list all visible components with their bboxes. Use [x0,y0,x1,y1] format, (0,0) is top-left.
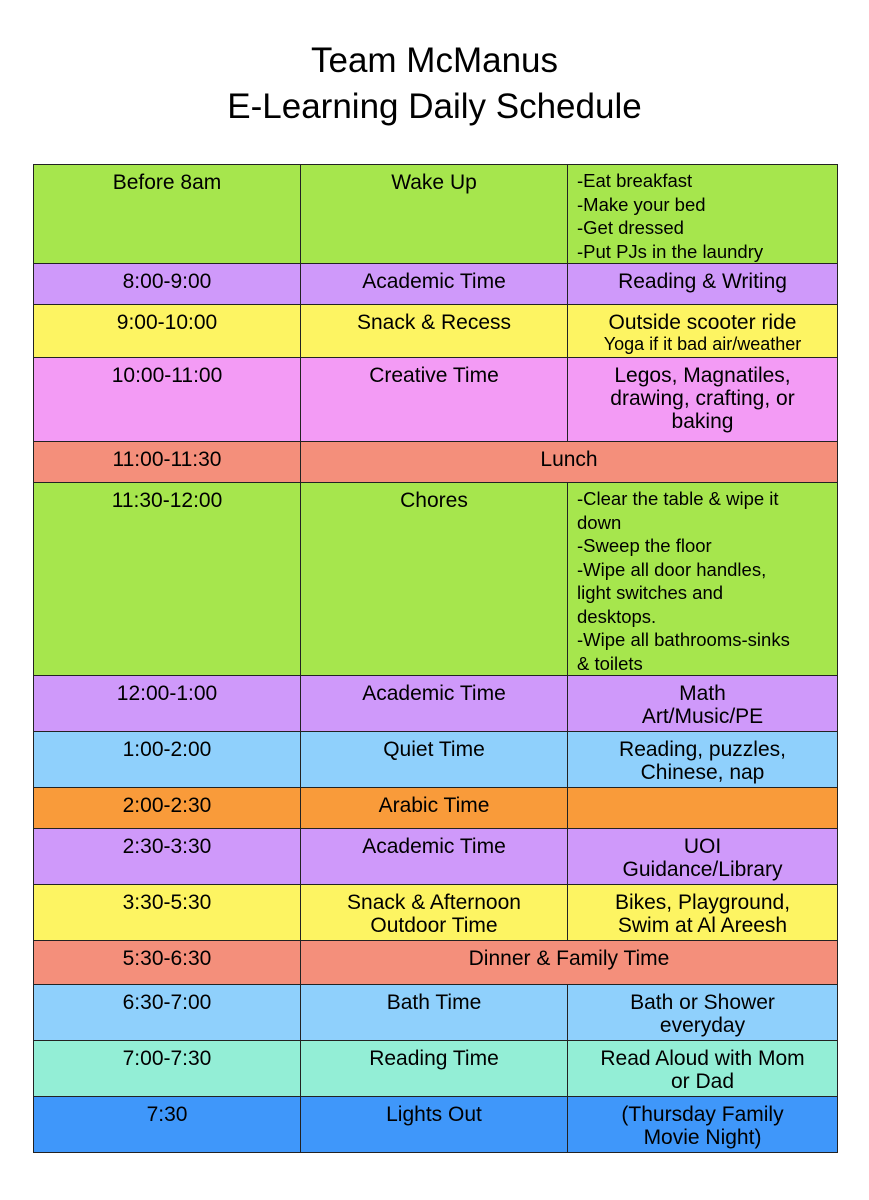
details-line: down [577,511,622,533]
details-cell [568,985,838,1041]
page-title [0,38,869,130]
schedule-row [34,483,838,676]
details-line: -Sweep the floor [577,535,712,556]
details-line: desktops. [577,605,657,627]
title-line-2: E-Learning Daily Schedule [227,87,642,126]
time-cell: 12:00-1:00 [34,676,301,732]
details-cell [568,676,838,732]
activity-cell: Snack & Recess [301,305,568,358]
details-line: Movie Night) [643,1126,762,1149]
details-cell [568,788,838,829]
schedule-row [34,358,838,442]
time-cell: 2:00-2:30 [34,788,301,829]
schedule-row [34,305,838,358]
details-cell [568,305,838,358]
time-cell: 7:00-7:30 [34,1041,301,1097]
time-cell: Before 8am [34,165,301,264]
time-cell: 11:00-11:30 [34,442,301,483]
activity-cell: Snack & Afternoon Outdoor Time [301,885,568,941]
details-line: Swim at Al Areesh [617,914,788,937]
details-line: & toilets [577,652,643,674]
activity-cell: Bath Time [301,985,568,1041]
activity-cell: Chores [301,483,568,676]
schedule-row [34,1041,838,1097]
time-cell: 5:30-6:30 [34,941,301,985]
schedule-row [34,788,838,829]
details-cell [568,483,838,676]
activity-cell: Academic Time [301,676,568,732]
details-line: Bath or Shower [630,991,775,1014]
details-line: or Dad [670,1070,735,1093]
details-cell [568,885,838,941]
span-activity-cell: Lunch [301,442,838,483]
details-cell [568,829,838,885]
details-line: -Wipe all door handles, [577,558,767,580]
schedule-row [34,165,838,264]
schedule-row [34,676,838,732]
schedule-table [33,164,838,1153]
details-line: Guidance/Library [622,858,783,881]
schedule-row [34,264,838,305]
activity-cell: Lights Out [301,1097,568,1153]
activity-cell: Reading Time [301,1041,568,1097]
details-cell [568,264,838,305]
details-line: -Put PJs in the laundry [577,240,764,262]
schedule-row [34,941,838,985]
time-cell: 10:00-11:00 [34,358,301,442]
schedule-row [34,985,838,1041]
time-cell: 6:30-7:00 [34,985,301,1041]
time-cell: 7:30 [34,1097,301,1153]
details-cell [568,1041,838,1097]
details-line: -Get dressed [577,217,684,238]
time-cell: 1:00-2:00 [34,732,301,788]
details-line: -Clear the table & wipe it [577,488,779,509]
details-line: baking [671,410,734,433]
details-line: Art/Music/PE [641,705,764,728]
activity-cell: Quiet Time [301,732,568,788]
details-line: Yoga if it bad air/weather [603,334,802,354]
time-cell: 8:00-9:00 [34,264,301,305]
details-line: Read Aloud with Mom [600,1047,805,1070]
schedule-row [34,442,838,483]
details-line: light switches and [577,582,724,603]
details-line: drawing, crafting, or [610,387,795,410]
activity-cell: Academic Time [301,264,568,305]
time-cell: 9:00-10:00 [34,305,301,358]
schedule-body [34,165,838,1153]
schedule-row [34,1097,838,1153]
details-line: Outside scooter ride [608,311,797,334]
span-activity-cell: Dinner & Family Time [301,941,838,985]
details-cell [568,358,838,442]
details-line: Reading & Writing [618,270,787,293]
details-line: Legos, Magnatiles, [614,364,791,387]
title-line-1: Team McManus [310,41,559,80]
schedule-row [34,732,838,788]
details-line: UOI [683,835,722,858]
details-line: Reading, puzzles, [619,738,786,761]
details-cell [568,165,838,264]
activity-cell: Wake Up [301,165,568,264]
details-line: Bikes, Playground, [614,891,791,914]
time-cell: 2:30-3:30 [34,829,301,885]
time-cell: 3:30-5:30 [34,885,301,941]
details-line: -Eat breakfast [577,170,693,191]
details-cell [568,732,838,788]
activity-cell: Academic Time [301,829,568,885]
details-line: -Make your bed [577,193,706,215]
details-line: (Thursday Family [621,1103,784,1126]
activity-cell: Arabic Time [301,788,568,829]
details-line: Math [679,682,726,705]
details-line: Chinese, nap [640,761,765,784]
details-cell [568,1097,838,1153]
details-line: everyday [659,1014,746,1037]
time-cell: 11:30-12:00 [34,483,301,676]
details-line: -Wipe all bathrooms-sinks [577,629,790,650]
schedule-row [34,829,838,885]
activity-cell: Creative Time [301,358,568,442]
schedule-row [34,885,838,941]
